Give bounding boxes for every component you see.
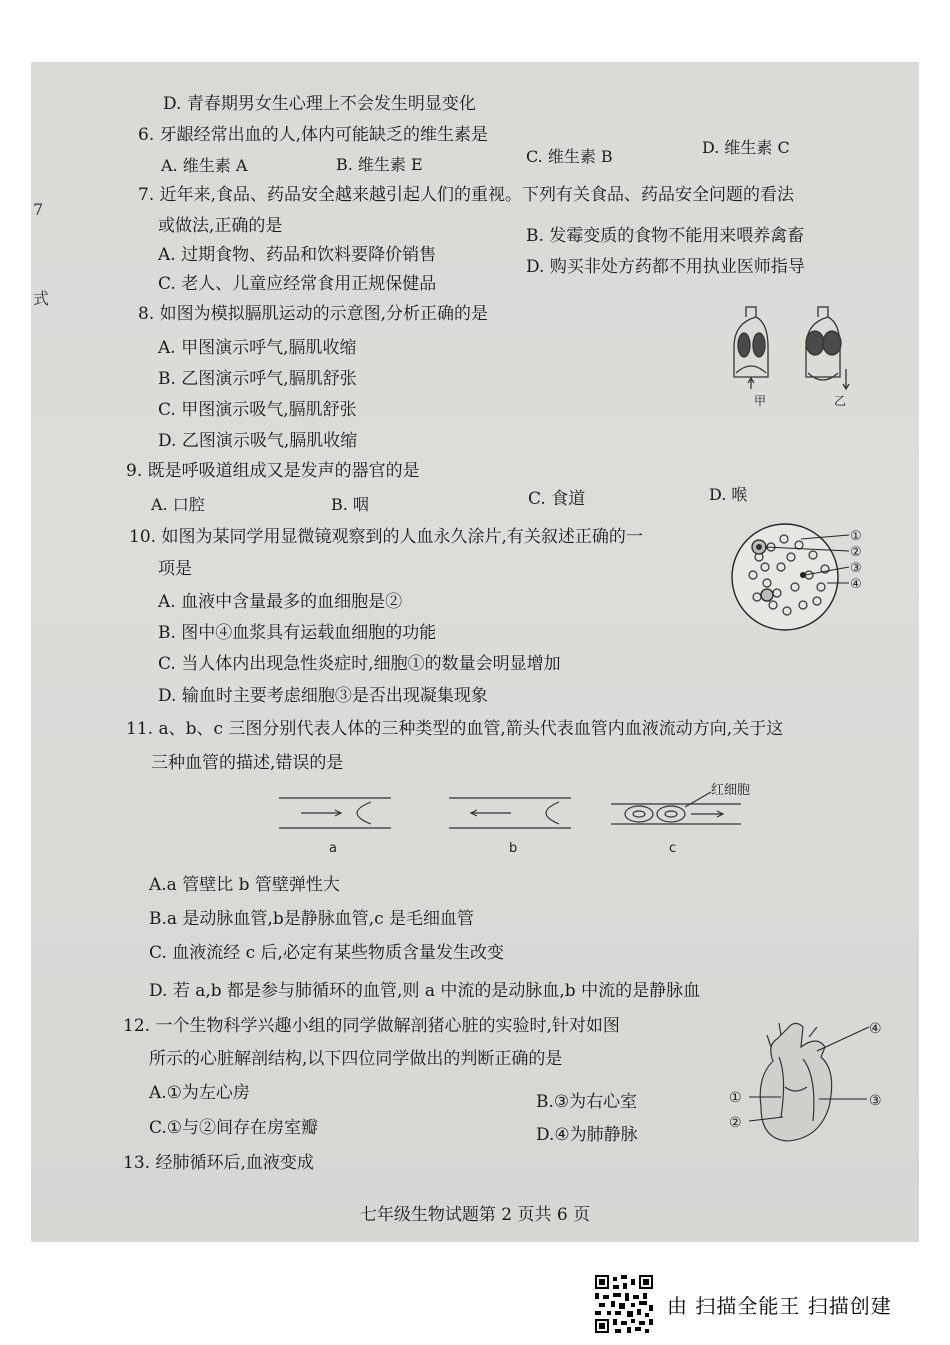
q9-option-b: B. 咽: [331, 495, 369, 514]
q9-option-c: C. 食道: [528, 489, 586, 509]
q11-option-b: B.a 是动脉血管,b是静脉血管,c 是毛细血管: [149, 909, 475, 929]
q9-stem: 9. 既是呼吸道组成又是发声的器官的是: [126, 461, 420, 481]
blood-label-4: ④: [850, 577, 862, 592]
qr-code-icon: [595, 1275, 653, 1333]
q10-option-b: B. 图中④血浆具有运载血细胞的功能: [158, 623, 437, 643]
q7-option-a: A. 过期食物、药品和饮料要降价销售: [158, 245, 437, 265]
q12-option-b: B.③为右心室: [536, 1092, 638, 1112]
label-yi: 乙: [834, 394, 847, 407]
blood-vessel-figure: [271, 780, 761, 860]
blood-label-2: ②: [850, 545, 862, 560]
bell-jar-jia: [734, 307, 768, 389]
blood-label-3: ③: [850, 561, 862, 576]
page-footer: 七年级生物试题第 2 页共 6 页: [359, 1205, 591, 1225]
q6-option-d: D. 维生素 C: [702, 138, 790, 157]
heart-drawing: [760, 1023, 831, 1141]
margin-mark-2: 式: [33, 289, 50, 308]
bell-jar-yi: [806, 307, 849, 389]
diaphragm-model-figure: [726, 297, 876, 407]
exam-page: [31, 62, 919, 1242]
scanner-watermark: [595, 1275, 892, 1333]
q6-option-b: B. 维生素 E: [336, 155, 423, 174]
blood-label-1: ①: [850, 529, 862, 544]
q10-option-d: D. 输血时主要考虑细胞③是否出现凝集现象: [158, 686, 488, 706]
blood-smear-figure: [729, 517, 879, 637]
q12-stem-1: 12. 一个生物科学兴趣小组的同学做解剖猪心脏的实验时,针对如图: [123, 1016, 620, 1036]
q8-option-b: B. 乙图演示呼气,膈肌舒张: [158, 369, 357, 389]
q8-option-a: A. 甲图演示呼气,膈肌收缩: [158, 338, 357, 358]
q9-option-d: D. 喉: [709, 485, 748, 504]
q8-option-c: C. 甲图演示吸气,膈肌舒张: [158, 400, 357, 420]
q5-option-d: D. 青春期男女生心理上不会发生明显变化: [163, 94, 476, 114]
margin-mark-1: 7: [33, 200, 44, 219]
q7-option-b: B. 发霉变质的食物不能用来喂养禽畜: [526, 226, 805, 246]
heart-label-3: ③: [869, 1093, 882, 1109]
heart-label-4: ④: [869, 1021, 882, 1037]
q11-option-d: D. 若 a,b 都是参与肺循环的血管,则 a 中流的是动脉血,b 中流的是静脉血: [149, 981, 701, 1001]
heart-label-1: ①: [729, 1090, 742, 1106]
q10-option-c: C. 当人体内出现急性炎症时,细胞①的数量会明显增加: [158, 654, 561, 674]
q7-option-d: D. 购买非处方药都不用执业医师指导: [526, 257, 805, 277]
vessel-a: [279, 798, 391, 828]
q9-option-a: A. 口腔: [151, 495, 205, 514]
q6-stem: 6. 牙龈经常出血的人,体内可能缺乏的维生素是: [138, 125, 489, 145]
vessel-label-a: a: [329, 841, 337, 856]
q10-stem-1: 10. 如图为某同学用显微镜观察到的人血永久涂片,有关叙述正确的一: [129, 527, 643, 547]
q11-stem-1: 11. a、b、c 三图分别代表人体的三种类型的血管,箭头代表血管内血液流动方向,关于这: [126, 719, 784, 739]
q12-stem-2: 所示的心脏解剖结构,以下四位同学做出的判断正确的是: [149, 1049, 563, 1069]
q13-stem: 13. 经肺循环后,血液变成: [123, 1153, 314, 1173]
q6-option-c: C. 维生素 B: [526, 147, 613, 166]
vessel-label-c: c: [669, 841, 677, 856]
q8-stem: 8. 如图为模拟膈肌运动的示意图,分析正确的是: [138, 304, 489, 324]
q7-option-c: C. 老人、儿童应经常食用正规保健品: [158, 274, 437, 294]
q10-stem-2: 项是: [158, 559, 192, 579]
q7-stem-2: 或做法,正确的是: [158, 216, 283, 236]
heart-label-2: ②: [729, 1115, 742, 1131]
q11-option-a: A.a 管壁比 b 管壁弹性大: [149, 875, 340, 895]
q7-stem-1: 7. 近年来,食品、药品安全越来越引起人们的重视。下列有关食品、药品安全问题的看法: [138, 185, 795, 205]
vessel-label-b: b: [509, 841, 518, 856]
q12-option-a: A.①为左心房: [149, 1083, 250, 1103]
vessel-b: [449, 798, 571, 828]
heart-figure: [721, 1017, 891, 1147]
q8-option-d: D. 乙图演示吸气,膈肌收缩: [158, 431, 358, 451]
q6-option-a: A. 维生素 A: [161, 156, 248, 175]
scanner-text: 由 扫描全能王 扫描创建: [667, 1293, 892, 1318]
red-cell-label: 红细胞: [711, 783, 751, 798]
q10-option-a: A. 血液中含量最多的血细胞是②: [158, 592, 403, 612]
q11-stem-2: 三种血管的描述,错误的是: [151, 753, 344, 773]
q12-option-c: C.①与②间存在房室瓣: [149, 1118, 319, 1138]
q12-option-d: D.④为肺静脉: [536, 1125, 638, 1145]
q11-option-c: C. 血液流经 c 后,必定有某些物质含量发生改变: [149, 943, 504, 963]
label-jia: 甲: [754, 394, 767, 407]
